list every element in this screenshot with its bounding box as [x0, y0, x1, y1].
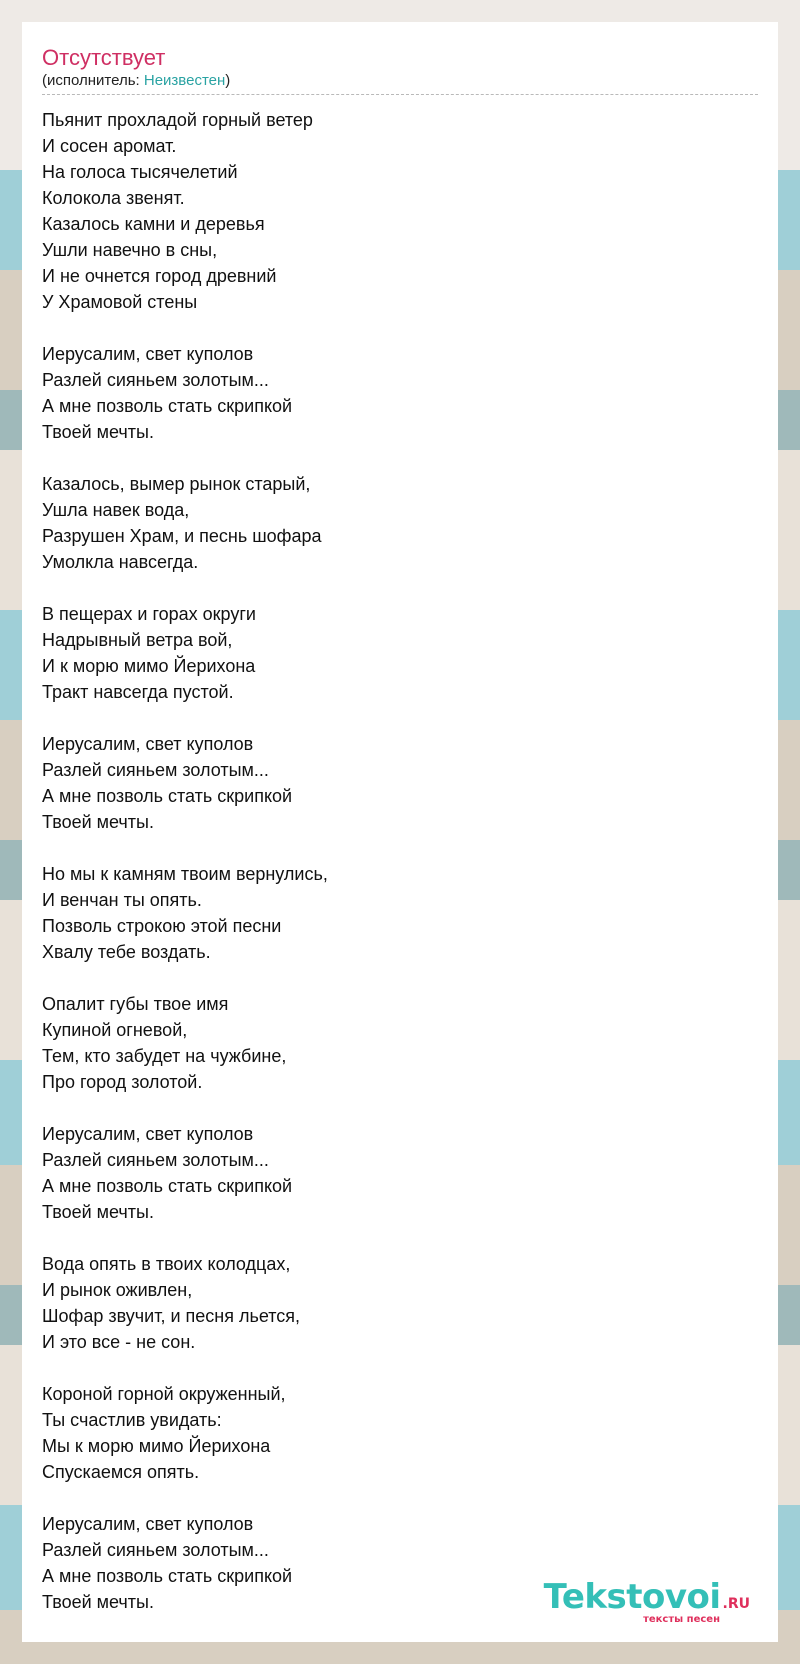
lyric-line: Иерусалим, свет куполов — [42, 734, 254, 754]
lyric-line: Опалит губы твое имя — [42, 994, 229, 1014]
lyric-line: Разрушен Храм, и песнь шофара — [42, 526, 322, 546]
lyric-line: А мне позволь стать скрипкой — [42, 1176, 293, 1196]
lyric-line: Разлей сияньем золотым... — [42, 1540, 269, 1560]
lyric-line: А мне позволь стать скрипкой — [42, 1566, 293, 1586]
stanza — [42, 107, 758, 315]
artist-line — [42, 72, 758, 90]
lyric-line: Иерусалим, свет куполов — [42, 344, 254, 364]
lyric-line: Тем, кто забудет на чужбине, — [42, 1046, 287, 1066]
stanza — [42, 991, 758, 1095]
lyric-line: Твоей мечты. — [42, 422, 154, 442]
lyric-line: Разлей сияньем золотым... — [42, 760, 269, 780]
lyric-line: И сосен аромат. — [42, 136, 177, 156]
lyric-line: А мне позволь стать скрипкой — [42, 786, 293, 806]
lyric-line: А мне позволь стать скрипкой — [42, 396, 293, 416]
lyric-line: Мы к морю мимо Йерихона — [42, 1436, 271, 1456]
header-divider — [42, 94, 758, 95]
lyric-line: Про город золотой. — [42, 1072, 203, 1092]
lyric-line: Ушли навечно в сны, — [42, 240, 218, 260]
stanza — [42, 601, 758, 705]
lyrics-card — [22, 22, 778, 1642]
lyric-line: Тракт навсегда пустой. — [42, 682, 234, 702]
lyric-line: В пещерах и горах округи — [42, 604, 256, 624]
lyric-line: И венчан ты опять. — [42, 890, 202, 910]
lyric-line: Вода опять в твоих колодцах, — [42, 1254, 291, 1274]
lyric-line: И рынок оживлен, — [42, 1280, 193, 1300]
artist-prefix: (исполнитель: — [42, 72, 144, 89]
lyric-line: Короной горной окруженный, — [42, 1384, 286, 1404]
lyric-line: И не очнется город древний — [42, 266, 277, 286]
stanza — [42, 341, 758, 445]
lyric-line: Казалось, вымер рынок старый, — [42, 474, 311, 494]
lyric-line: Колокола звенят. — [42, 188, 185, 208]
lyric-line: Позволь строкою этой песни — [42, 916, 282, 936]
stanza — [42, 731, 758, 835]
stanza — [42, 1251, 758, 1355]
lyric-line: Но мы к камням твоим вернулись, — [42, 864, 328, 884]
song-title: Отсутствует — [42, 45, 166, 70]
lyric-line: У Храмовой стены — [42, 292, 198, 312]
lyric-line: Твоей мечты. — [42, 1202, 154, 1222]
stanza — [42, 471, 758, 575]
lyric-line: Хвалу тебе воздать. — [42, 942, 211, 962]
lyric-line: Ушла навек вода, — [42, 500, 190, 520]
lyric-line: И это все - не сон. — [42, 1332, 196, 1352]
lyric-line: Иерусалим, свет куполов — [42, 1514, 254, 1534]
stanza — [42, 1381, 758, 1485]
logo-tagline: тексты песен — [643, 1614, 720, 1625]
lyric-line: Казалось камни и деревья — [42, 214, 265, 234]
lyrics-content — [42, 44, 758, 1641]
lyric-line: Спускаемся опять. — [42, 1462, 200, 1482]
lyric-line: И к морю мимо Йерихона — [42, 656, 256, 676]
lyric-line: Купиной огневой, — [42, 1020, 188, 1040]
lyric-line: Разлей сияньем золотым... — [42, 1150, 269, 1170]
lyrics-body — [42, 107, 758, 1615]
lyric-line: Иерусалим, свет куполов — [42, 1124, 254, 1144]
lyric-line: Твоей мечты. — [42, 1592, 154, 1612]
lyric-line: Пьянит прохладой горный ветер — [42, 110, 313, 130]
artist-suffix: ) — [225, 72, 231, 89]
logo-tld: .RU — [722, 1596, 750, 1612]
lyric-line: Шофар звучит, и песня льется, — [42, 1306, 301, 1326]
lyric-line: Твоей мечты. — [42, 812, 154, 832]
stanza — [42, 861, 758, 965]
lyric-line: Ты счастлив увидать: — [42, 1410, 222, 1430]
stanza — [42, 1121, 758, 1225]
site-logo[interactable] — [543, 1577, 750, 1626]
logo-wordmark: Tekstovoi — [543, 1577, 721, 1617]
lyric-line: На голоса тысячелетий — [42, 162, 238, 182]
lyric-line: Разлей сияньем золотым... — [42, 370, 269, 390]
artist-link[interactable]: Неизвестен — [143, 72, 226, 89]
lyric-line: Надрывный ветра вой, — [42, 630, 233, 650]
lyric-line: Умолкла навсегда. — [42, 552, 199, 572]
